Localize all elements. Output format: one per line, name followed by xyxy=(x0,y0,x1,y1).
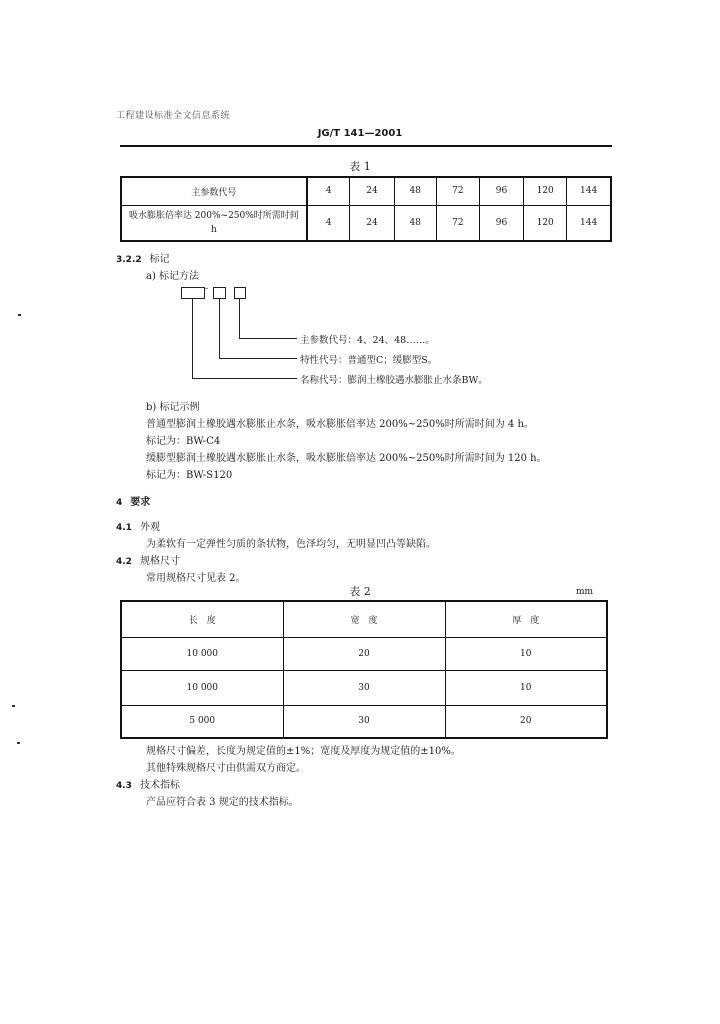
table1-cell: 72 xyxy=(436,177,479,205)
table1-cell: 144 xyxy=(567,205,611,241)
table1-cell: 96 xyxy=(479,177,523,205)
leader-line xyxy=(239,338,297,339)
table2-header: 宽 度 xyxy=(283,601,445,637)
example1-mark: 标记为：BW-C4 xyxy=(146,436,221,447)
table2-cell: 10 000 xyxy=(121,670,283,705)
leader-line xyxy=(219,358,297,359)
leader-line xyxy=(192,298,193,378)
table1-cell: 24 xyxy=(350,177,394,205)
table1-row-label: 主参数代号 xyxy=(121,177,307,205)
subitem-b-title: b) 标记示例 xyxy=(146,402,200,413)
table2-row xyxy=(121,670,607,705)
table1 xyxy=(120,176,612,242)
table2-caption: 表 2 xyxy=(349,585,371,598)
section-title: 规格尺寸 xyxy=(139,556,180,567)
table1-cell: 4 xyxy=(307,177,350,205)
section-4-heading xyxy=(116,493,150,508)
leader-line xyxy=(239,298,240,338)
section-title: 要求 xyxy=(130,497,151,508)
subitem-a-title: a) 标记方法 xyxy=(146,271,200,282)
section-number: 4.1 xyxy=(116,523,132,533)
table1-row xyxy=(121,177,611,205)
table2-header-row xyxy=(121,601,607,637)
section-4-3-text: 产品应符合表 3 规定的技术指标。 xyxy=(146,797,299,808)
table2-header: 长 度 xyxy=(121,601,283,637)
table1-cell: 144 xyxy=(567,177,611,205)
diagram-label-name: 名称代号：膨润土橡胶遇水膨胀止水条BW。 xyxy=(300,375,488,386)
table1-cell: 24 xyxy=(350,205,394,241)
diagram-label-feature: 特性代号：普通型C；缓膨型S。 xyxy=(300,355,438,366)
table2-row xyxy=(121,705,607,738)
section-number: 4 xyxy=(116,498,123,508)
section-4-2-heading xyxy=(116,552,180,567)
table2-unit: mm xyxy=(576,587,594,597)
table1-cell: 96 xyxy=(479,205,523,241)
table2-header: 厚 度 xyxy=(445,601,607,637)
scan-speck xyxy=(18,314,21,316)
leader-line xyxy=(192,378,297,379)
table2-cell: 5 000 xyxy=(121,705,283,738)
table1-cell: 120 xyxy=(524,205,567,241)
section-number: 4.2 xyxy=(116,557,132,567)
table2-cell: 30 xyxy=(283,670,445,705)
code-box-param xyxy=(234,287,246,299)
table1-cell: 120 xyxy=(524,177,567,205)
example2-text: 缓膨型膨润土橡胶遇水膨胀止水条，吸水膨胀倍率达 200%~250%时所需时间为 120 h。 xyxy=(146,453,547,464)
special-size-text: 其他特殊规格尺寸由供需双方商定。 xyxy=(146,763,306,774)
section-4-3-heading xyxy=(116,776,180,791)
tolerance-text: 规格尺寸偏差，长度为规定值的±1%；宽度及厚度为规定值的±10%。 xyxy=(146,746,461,757)
scan-speck xyxy=(12,705,15,707)
scan-speck xyxy=(17,742,20,744)
code-box-name xyxy=(181,287,205,299)
table1-cell: 48 xyxy=(394,177,436,205)
section-4-2-text: 常用规格尺寸见表 2。 xyxy=(146,573,246,584)
table2-cell: 30 xyxy=(283,705,445,738)
example1-text: 普通型膨润土橡胶遇水膨胀止水条，吸水膨胀倍率达 200%~250%时所需时间为 4 h。 xyxy=(146,419,534,430)
standard-code: JG/T 141—2001 xyxy=(317,128,403,139)
diagram-label-param: 主参数代号：4、24、48……。 xyxy=(300,335,435,346)
header-left-text: 工程建设标准全文信息系统 xyxy=(116,111,231,121)
section-title: 外观 xyxy=(139,522,160,533)
section-title: 标记 xyxy=(149,254,170,265)
table2-cell: 10 xyxy=(445,637,607,670)
table2-row xyxy=(121,637,607,670)
table1-caption: 表 1 xyxy=(349,160,371,173)
table2-cell: 10 xyxy=(445,670,607,705)
section-4-1-text: 为柔软有一定弹性匀质的条状物，色泽均匀，无明显凹凸等缺陷。 xyxy=(146,539,436,550)
header-rule xyxy=(120,145,612,147)
table1-cell: 4 xyxy=(307,205,350,241)
section-4-1-heading xyxy=(116,518,160,533)
section-number: 4.3 xyxy=(116,781,132,791)
table1-cell: 72 xyxy=(436,205,479,241)
table2-cell: 10 000 xyxy=(121,637,283,670)
section-3-2-2-heading xyxy=(116,250,170,265)
table1-cell: 48 xyxy=(394,205,436,241)
table2 xyxy=(120,600,608,739)
code-dash: - xyxy=(205,284,209,294)
example2-mark: 标记为：BW-S120 xyxy=(146,470,233,481)
table1-row xyxy=(121,205,611,241)
section-title: 技术指标 xyxy=(139,780,180,791)
table1-row-label: 吸水膨胀倍率达 200%~250%时所需时间 h xyxy=(121,205,307,241)
section-number: 3.2.2 xyxy=(116,255,142,265)
leader-line xyxy=(219,298,220,358)
table2-cell: 20 xyxy=(283,637,445,670)
table2-cell: 20 xyxy=(445,705,607,738)
